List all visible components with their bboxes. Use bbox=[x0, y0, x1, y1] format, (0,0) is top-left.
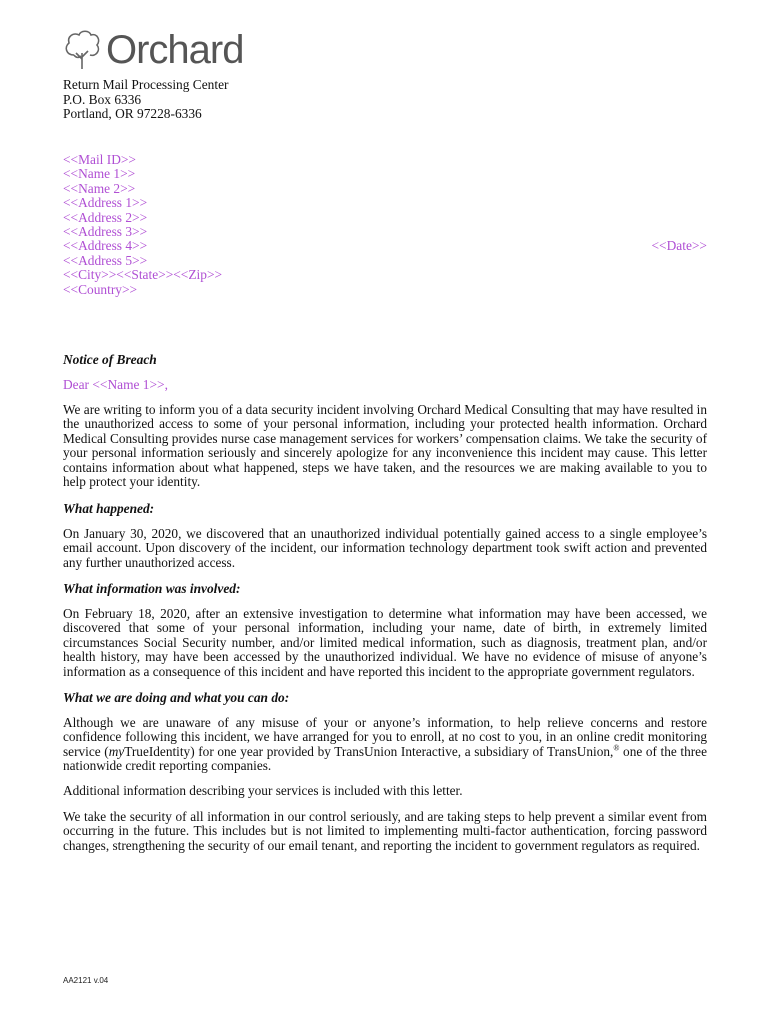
return-address-line: Portland, OR 97228-6336 bbox=[63, 106, 202, 122]
recipient-line: <<Address 2>> bbox=[63, 209, 148, 225]
doing-text: Although we are unaware of any misuse of your or anyone’s information, to help relieve concerns and restore confidence following this incident, we have arranged for you to enroll, at no cost to you, in an online credit monitoring service ( bbox=[63, 715, 707, 759]
recipient-line: <<City>><<State>><<Zip>> bbox=[63, 267, 223, 283]
recipient-line: <<Address 3>> bbox=[63, 224, 148, 240]
return-address-line: Return Mail Processing Center bbox=[63, 77, 229, 92]
salutation: Dear <<Name 1>>, bbox=[63, 377, 168, 392]
form-code: AA2121 v.04 bbox=[63, 976, 109, 985]
recipient-line: <<Name 2>> bbox=[63, 180, 136, 196]
section-heading-involved: What information was involved: bbox=[63, 581, 241, 596]
logo-wordmark: Orchard bbox=[106, 28, 244, 72]
involved-paragraph: On February 18, 2020, after an extensive investigation to determine what information may have been accessed, we discovered that some of your personal information, including your name, date of birth, in extremely limited circumstances Social Security number, and/or limited medical information, such as diagnosis, treatment plan, and/or health history, may have been accessed by the unauthorized individual. We have no evidence of misuse of anyone’s information as a consequence of this incident and have reported this incident to the appropriate government regulators. bbox=[63, 606, 707, 679]
doing-paragraph bbox=[63, 716, 707, 774]
doing-text: one of the three nationwide credit reporting companies. bbox=[63, 743, 707, 774]
recipient-line: <<Address 5>> bbox=[63, 252, 148, 268]
recipient-line: <<Mail ID>> bbox=[63, 152, 136, 167]
recipient-line: <<Address 4>> bbox=[63, 238, 148, 254]
happened-paragraph: On January 30, 2020, we discovered that an unauthorized individual potentially gained access to a single employee’s email account. Upon discovery of the incident, our information technology department took swift action and prevented any further unauthorized access. bbox=[63, 526, 707, 570]
my-prefix: my bbox=[108, 743, 125, 759]
orchard-logo bbox=[62, 28, 244, 72]
return-address-line: P.O. Box 6336 bbox=[63, 91, 142, 107]
registered-mark: ® bbox=[613, 743, 620, 753]
section-heading-doing: What we are doing and what you can do: bbox=[63, 690, 290, 705]
additional-paragraph: Additional information describing your services is included with this letter. bbox=[63, 783, 463, 798]
tree-icon bbox=[62, 29, 102, 71]
section-heading-happened: What happened: bbox=[63, 501, 155, 516]
recipient-line: <<Address 1>> bbox=[63, 195, 148, 211]
doing-text: TrueIdentity) for one year provided by TransUnion Interactive, a subsidiary of TransUnion, bbox=[124, 743, 614, 759]
intro-paragraph: We are writing to inform you of a data security incident involving Orchard Medical Consulting that may have resulted in the unauthorized access to some of your personal information, including your protected health information. Orchard Medical Consulting provides nurse case management services for workers’ compensation claims. We take the security of your personal information seriously and sincerely apologize for any inconvenience this incident may cause. This letter contains information about what happened, steps we have taken, and the resources we are making available to you to help protect your identity. bbox=[63, 402, 707, 490]
return-address bbox=[63, 78, 229, 122]
recipient-address bbox=[63, 153, 222, 297]
recipient-line: <<Country>> bbox=[63, 281, 138, 297]
letter-date: <<Date>> bbox=[651, 238, 707, 253]
notice-title: Notice of Breach bbox=[63, 352, 157, 367]
security-paragraph: We take the security of all information in our control seriously, and are taking steps to help prevent a similar event from occurring in the future. This includes but is not limited to implementing multi-factor authentication, forcing password changes, strengthening the security of our email tenant, and reporting the incident to government regulators as required. bbox=[63, 809, 707, 853]
recipient-line: <<Name 1>> bbox=[63, 166, 136, 182]
